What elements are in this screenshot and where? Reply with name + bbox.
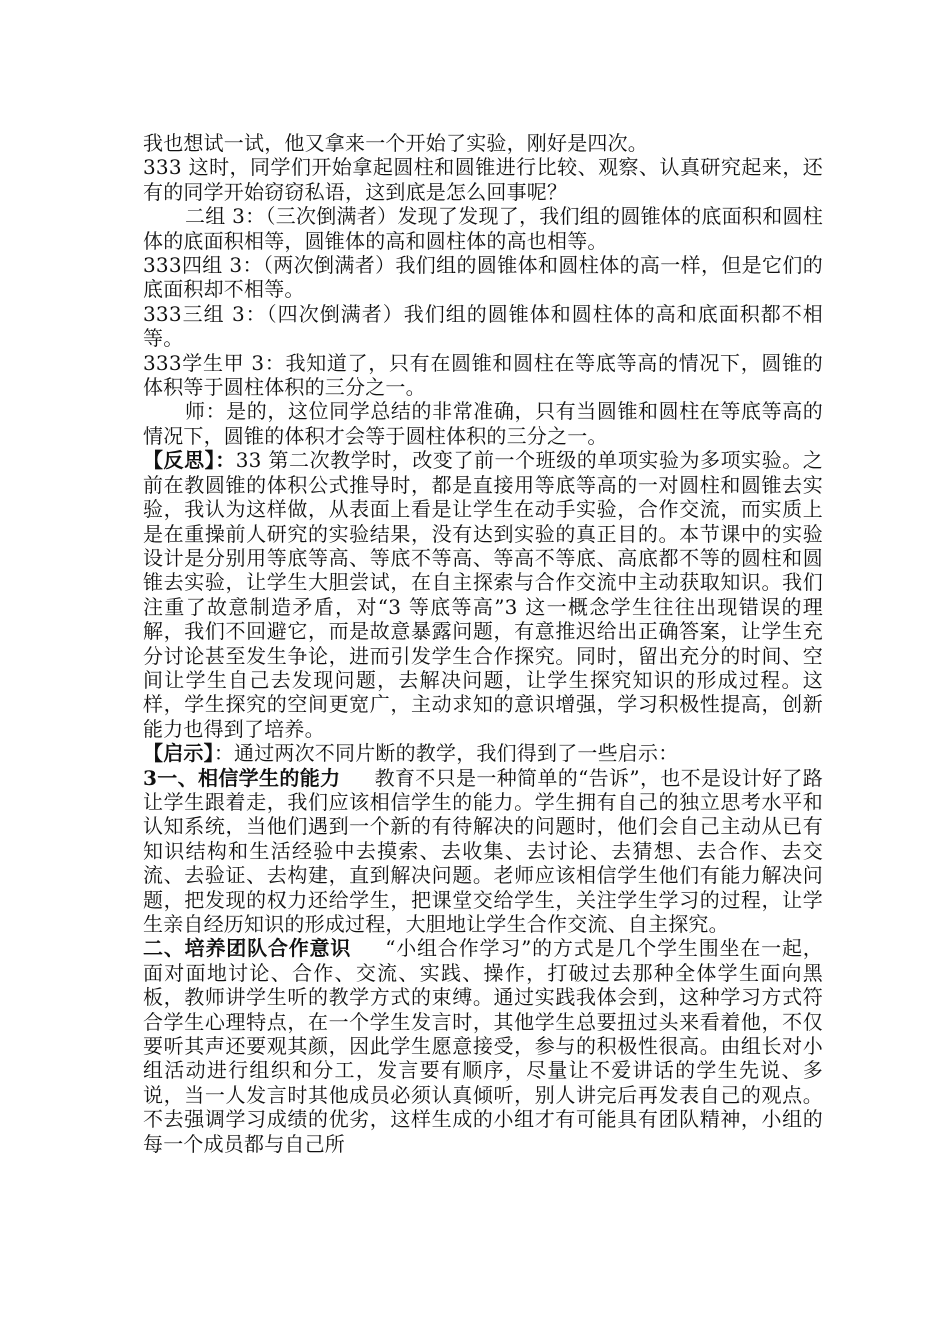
reflection-heading: 【反思】： [143,448,236,473]
section-2-text: “小组合作学习”的方式是几个学生围坐在一起，面对面地讨论、合作、交流、实践、操作，打破过去那种全体学生面向黑板，教师讲学生听的教学方式的束缚。通过实践我体会到，这种学习方式符合学生心理特点，在一个学生发言时，其他学生总要扭过头来看着他，不仅要听其声还要观其颜，因此学生愿意接受，参与的积极性很高。由组长对小组活动进行组织和分工，发言要有顺序，尽量让不爱讲话的学生先说、多说，当一人发言时其他成员必须认真倾听，别人讲完后再发表自己的观点。不去强调学习成绩的优劣，这样生成的小组才有可能具有团队精神，小组的每一个成员都与自己所 [143,936,824,1156]
paragraph-group2: 二组 3：（三次倒满者）发现了发现了，我们组的圆锥体的底面积和圆柱体的底面积相等，圆锥体的高和圆柱体的高也相等。 [143,204,823,253]
section-1-heading: 3一、相信学生的能力 [143,765,341,790]
paragraph-insight [143,741,823,765]
paragraph-teacher: 师：是的，这位同学总结的非常准确，只有当圆锥和圆柱在等底等高的情况下，圆锥的体积才会等于圆柱体积的三分之一。 [143,399,823,448]
paragraph-section-1 [143,766,823,937]
paragraph-reflection [143,448,823,741]
paragraph-1: 我也想试一试，他又拿来一个开始了实验，刚好是四次。 [143,131,648,155]
paragraph-student-a: 333学生甲 3：我知道了，只有在圆锥和圆柱在等底等高的情况下，圆锥的体积等于圆柱体积的三分之一。 [143,350,823,400]
insight-heading: 【启示】 [143,741,214,766]
paragraph-section-2 [143,936,823,1156]
insight-text: ：通过两次不同片断的教学，我们得到了一些启示： [213,741,679,766]
paragraph-group4: 333四组 3：（两次倒满者）我们组的圆锥体和圆柱体的高一样，但是它们的底面积却不相等。 [143,253,823,302]
paragraph-group3: 333三组 3：（四次倒满者）我们组的圆锥体和圆柱体的高和底面积都不相等。 [143,301,823,351]
document-body [143,131,823,1156]
section-1-text: 教育不只是一种简单的“告诉”，也不是设计好了路让学生跟着走，我们应该相信学生的能力。学生拥有自己的独立思考水平和认知系统，当他们遇到一个新的有待解决的问题时，他们会自己主动从已有知识结构和生活经验中去摸索、去收集、去讨论、去猜想、去合作、去交流、去验证、去构建，直到解决问题。老师应该相信学生他们有能力解决问题，把发现的权力还给学生，把课堂交给学生，关注学生学习的过程，让学生亲自经历知识的形成过程，大胆地让学生合作交流、自主探究。 [143,765,823,936]
reflection-text: 33 第二次教学时，改变了前一个班级的单项实验为多项实验。之前在教圆锥的体积公式推导时，都是直接用等底等高的一对圆柱和圆锥去实验，我认为这样做，从表面上看是让学生在动手实验，合作交流，而实质上是在重操前人研究的实验结果，没有达到实验的真正目的。本节课中的实验设计是分别用等底等高、等底不等高、等高不等底、高底都不等的圆柱和圆锥去实验，让学生大胆尝试，在自主探索与合作交流中主动获取知识。我们注重了故意制造矛盾，对“3 等底等高”3 这一概念学生往往出现错误的理解，我们不回避它，而是故意暴露问题，有意推迟给出正确答案，让学生充分讨论甚至发生争论，进而引发学生合作探究。同时，留出充分的时间、空间让学生自己去发现问题，去解决问题，让学生探究知识的形成过程。这样，学生探究的空间更宽广，主动求知的意识增强，学习积极性提高，创新能力也得到了培养。 [143,448,823,741]
paragraph-2: 333 这时，同学们开始拿起圆柱和圆锥进行比较、观察、认真研究起来，还有的同学开始窃窃私语，这到底是怎么回事呢？ [143,155,823,204]
section-2-heading: 二、培养团队合作意识 [143,936,352,961]
